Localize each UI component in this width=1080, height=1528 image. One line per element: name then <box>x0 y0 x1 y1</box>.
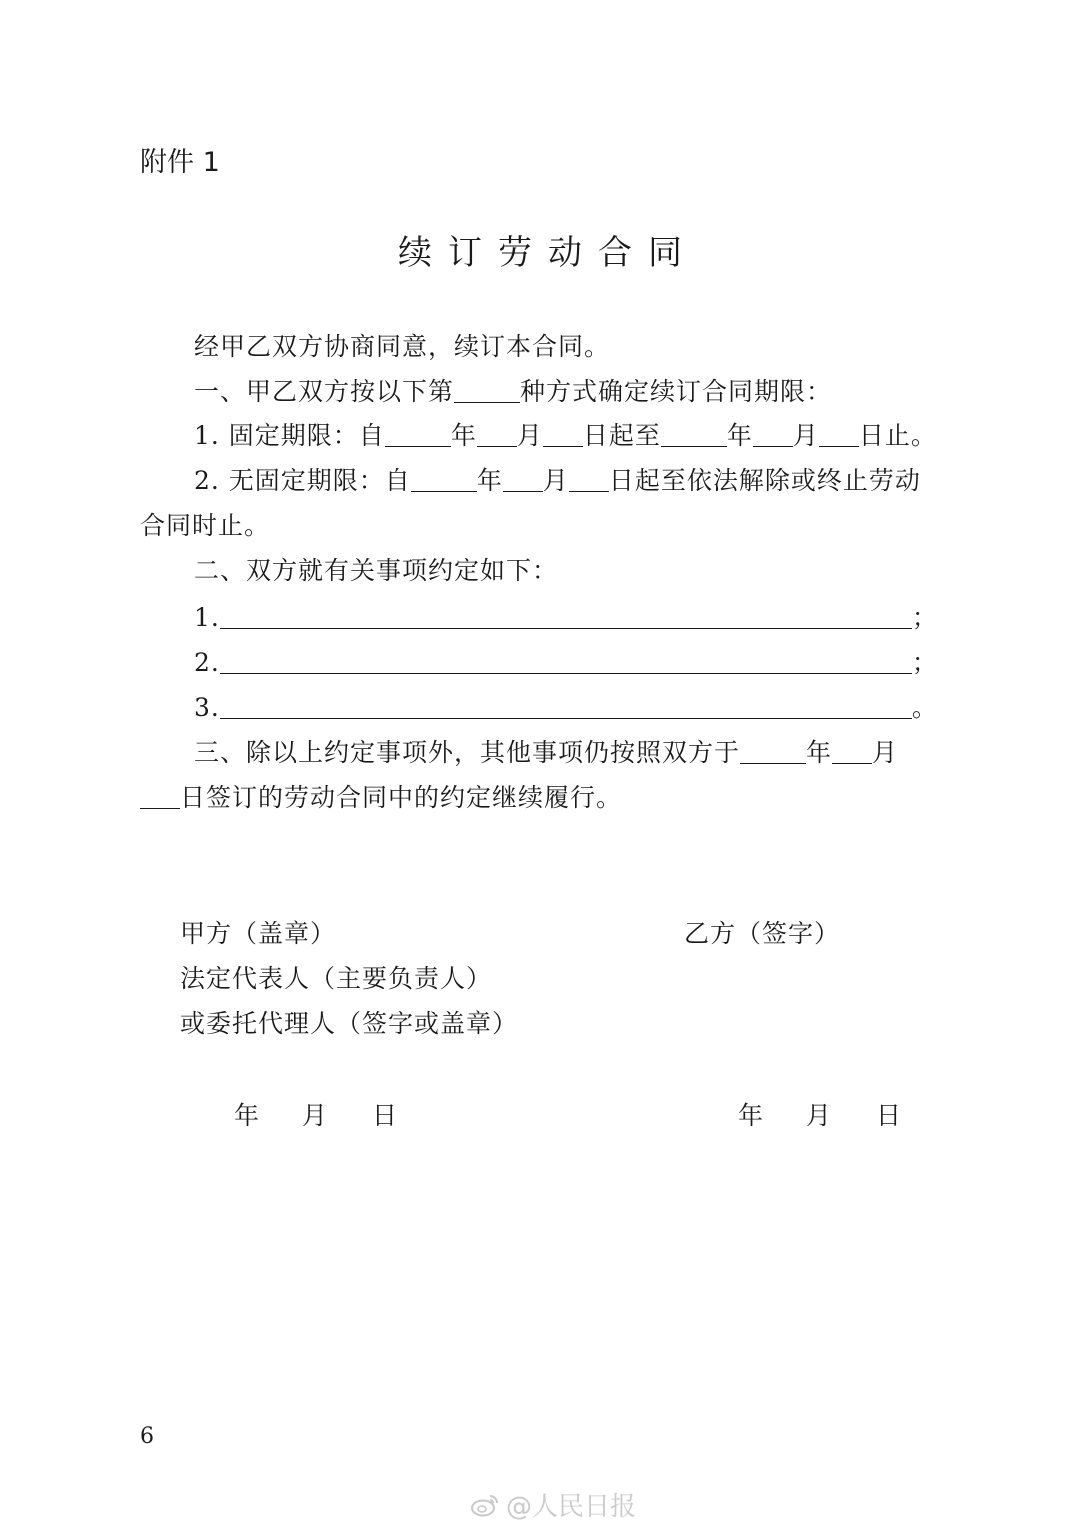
legal-representative-label: 法定代表人（主要负责人） <box>180 964 493 993</box>
item-number: 3. <box>194 693 220 722</box>
fixed-end-month-blank[interactable] <box>753 422 793 447</box>
open-term-line-2: 合同时止。 <box>140 511 271 540</box>
party-a-date <box>234 1096 398 1132</box>
fixed-month-label: 月 <box>516 421 543 450</box>
fixed-end-day-blank[interactable] <box>819 422 859 447</box>
open-term-label: 2. 无固定期限：自 <box>194 466 411 495</box>
watermark <box>470 1486 636 1523</box>
document-title: 续订劳动合同 <box>398 233 698 273</box>
party-b-date-year: 年 <box>738 1101 765 1130</box>
attachment-label: 附件 1 <box>140 147 220 178</box>
item-punct: ； <box>911 603 938 632</box>
open-year-label: 年 <box>476 466 503 495</box>
party-b-sign-label: 乙方（签字） <box>684 919 841 948</box>
clause-1-text-a: 一、甲乙双方按以下第 <box>194 377 455 406</box>
item-punct: ； <box>911 648 938 677</box>
fixed-start-year-blank[interactable] <box>385 422 451 447</box>
weibo-icon <box>470 1493 500 1517</box>
open-term-line <box>194 461 921 497</box>
item-1-blank[interactable] <box>220 604 912 629</box>
fixed-year-label: 年 <box>450 421 477 450</box>
clause-3-month-label: 月 <box>872 738 899 767</box>
item-3-blank[interactable] <box>220 694 912 719</box>
watermark-text: @人民日报 <box>506 1492 637 1522</box>
item-number: 1. <box>194 603 220 632</box>
fixed-month-label-2: 月 <box>792 421 819 450</box>
clause-3-text: 三、除以上约定事项外，其他事项仍按照双方于 <box>194 738 741 767</box>
fixed-year-label-2: 年 <box>726 421 753 450</box>
party-a-date-year: 年 <box>234 1101 261 1130</box>
party-a-seal-label: 甲方（盖章） <box>180 919 337 948</box>
agreement-item-3 <box>194 688 938 724</box>
party-b-date-month: 月 <box>806 1101 833 1130</box>
clause-3-line-2 <box>140 778 622 814</box>
fixed-term-line <box>194 416 937 452</box>
fixed-from-label: 日起至 <box>582 421 661 450</box>
open-month-label: 月 <box>542 466 569 495</box>
fixed-end-year-blank[interactable] <box>661 422 727 447</box>
item-punct: 。 <box>911 693 938 722</box>
party-a-date-day: 日 <box>372 1101 399 1130</box>
method-number-blank[interactable] <box>454 378 520 403</box>
party-a-date-month: 月 <box>302 1101 329 1130</box>
intro-paragraph: 经甲乙双方协商同意，续订本合同。 <box>194 332 611 361</box>
page-number: 6 <box>140 1424 154 1449</box>
fixed-end-label: 日止。 <box>858 421 937 450</box>
party-b-date-day: 日 <box>876 1101 903 1130</box>
orig-contract-day-blank[interactable] <box>140 784 180 809</box>
item-number: 2. <box>194 648 220 677</box>
fixed-term-label: 1. 固定期限：自 <box>194 421 385 450</box>
orig-contract-year-blank[interactable] <box>740 739 806 764</box>
open-rest-label: 日起至依法解除或终止劳动 <box>608 466 921 495</box>
open-start-year-blank[interactable] <box>411 467 477 492</box>
clause-2: 二、双方就有关事项约定如下： <box>194 556 559 585</box>
clause-1 <box>194 372 832 408</box>
party-b-date <box>738 1096 902 1132</box>
clause-3-year-label: 年 <box>806 738 833 767</box>
item-2-blank[interactable] <box>220 649 912 674</box>
clause-3 <box>194 733 898 769</box>
orig-contract-month-blank[interactable] <box>832 739 872 764</box>
fixed-start-month-blank[interactable] <box>477 422 517 447</box>
open-start-day-blank[interactable] <box>569 467 609 492</box>
clause-1-text-b: 种方式确定续订合同期限： <box>520 377 833 406</box>
agreement-item-2 <box>194 643 938 679</box>
authorized-agent-label: 或委托代理人（签字或盖章） <box>180 1009 519 1038</box>
agreement-item-1 <box>194 598 938 634</box>
open-start-month-blank[interactable] <box>503 467 543 492</box>
clause-3-line-2-text: 日签订的劳动合同中的约定继续履行。 <box>180 783 623 812</box>
fixed-start-day-blank[interactable] <box>543 422 583 447</box>
